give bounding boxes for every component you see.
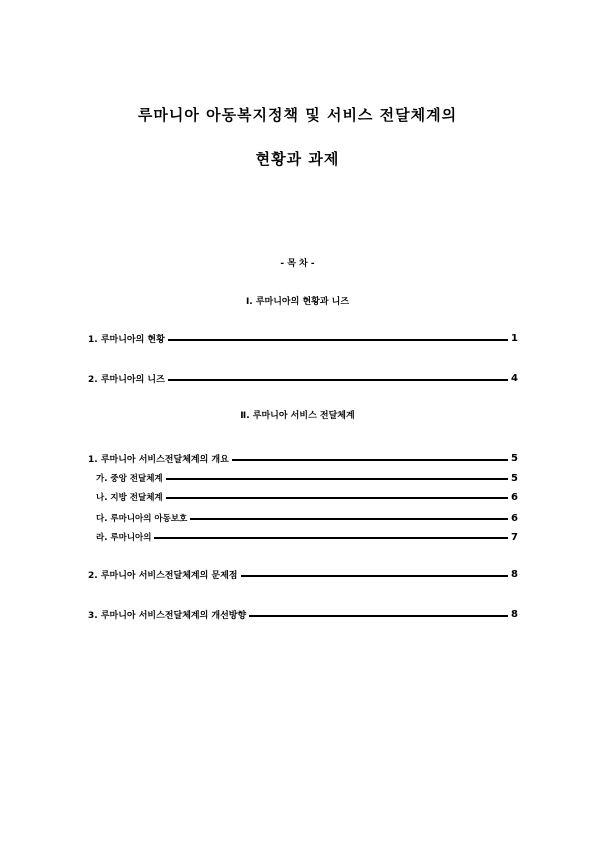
document-title-line-2: 현황과 과제 <box>255 150 340 168</box>
toc-entry-page: 5 <box>511 472 518 484</box>
toc-header: - 목 차 - <box>280 259 315 269</box>
toc-entry-page: 5 <box>511 453 518 464</box>
toc-entry-label: 가. 중앙 전달체계 <box>96 474 163 484</box>
toc-leader-line <box>232 459 508 461</box>
toc-subentry[interactable] <box>96 531 518 543</box>
toc-entry-label: 1. 루마니아 서비스전달체계의 개요 <box>88 455 229 465</box>
section-heading-part1: Ⅰ. 루마니아의 현황과 니즈 <box>245 297 350 307</box>
toc-leader-line <box>241 575 509 577</box>
toc-leader-line <box>166 497 508 499</box>
document-title-line-1: 루마니아 아동복지정책 및 서비스 전달체계의 <box>137 106 458 124</box>
toc-entry-page: 8 <box>511 569 518 580</box>
toc-entry-label: 다. 루마니아의 아동보호 <box>96 514 188 524</box>
toc-subentry[interactable] <box>96 491 518 503</box>
toc-entry-page: 4 <box>511 373 518 384</box>
toc-entry-label: 3. 루마니아 서비스전달체계의 개선방향 <box>88 611 247 621</box>
toc-leader-line <box>249 615 508 617</box>
toc-entry[interactable] <box>88 372 518 385</box>
toc-entry[interactable] <box>88 452 518 465</box>
toc-entry-label: 1. 루마니아의 현황 <box>88 335 165 345</box>
toc-entry-label: 나. 지방 전달체계 <box>96 493 163 503</box>
toc-entry-page: 6 <box>511 491 518 503</box>
toc-leader-line <box>168 339 508 341</box>
toc-leader-line <box>190 518 508 520</box>
toc-entry-page: 8 <box>511 609 518 620</box>
toc-entry-label: 라. 루마니아의 <box>96 533 152 543</box>
toc-leader-line <box>154 537 508 539</box>
toc-entry-label: 2. 루마니아 서비스전달체계의 문제점 <box>88 571 238 581</box>
toc-subentry[interactable] <box>96 512 518 524</box>
toc-leader-line <box>168 379 508 381</box>
toc-entry[interactable] <box>88 568 518 581</box>
toc-entry-page: 7 <box>511 531 518 543</box>
toc-subentry[interactable] <box>96 472 518 484</box>
section-heading-part2: Ⅱ. 루마니아 서비스 전달체계 <box>240 411 355 421</box>
toc-entry[interactable] <box>88 608 518 621</box>
toc-entry-label: 2. 루마니아의 니즈 <box>88 375 165 385</box>
toc-leader-line <box>166 478 508 480</box>
toc-entry[interactable] <box>88 332 518 345</box>
toc-entry-page: 1 <box>511 333 518 344</box>
toc-entry-page: 6 <box>511 512 518 524</box>
